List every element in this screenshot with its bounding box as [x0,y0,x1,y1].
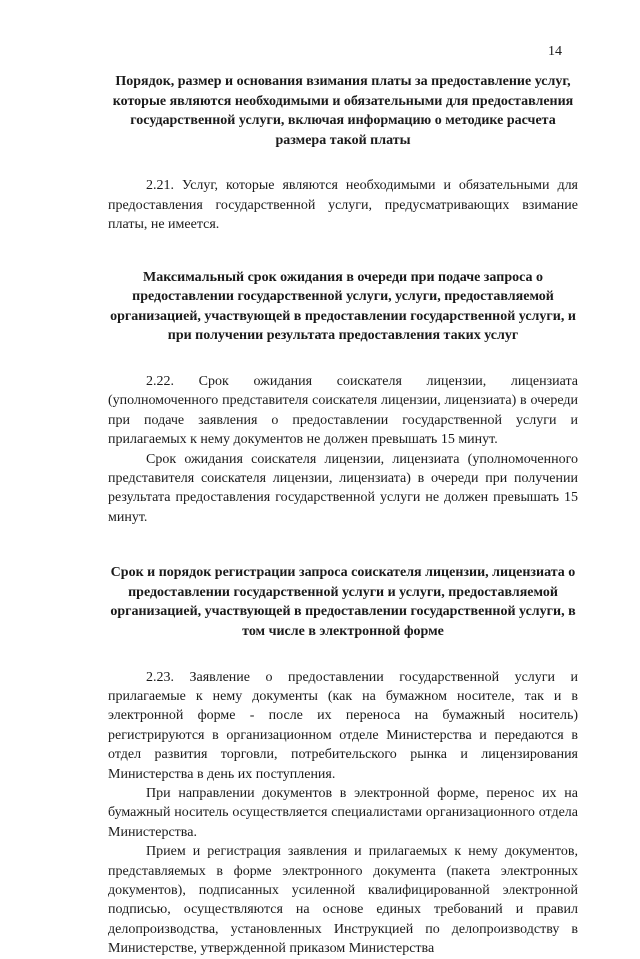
paragraph-2-23: 2.23. Заявление о предоставлении государственной услуги и прилагаемые к нему документы (как на бумажном носителе, так и в электронной форме - после их переноса на бумажный носитель) регистрируются в организационном отделе Министерства и передаются в отдел развития торговли, потребительского рынка и лицензирования Министерства в день их поступления. [108,669,578,782]
paragraph-2-22: 2.22. Срок ожидания соискателя лицензии, лицензиата (уполномоченного представителя соискателя лицензии, лицензиата) в очереди при подаче заявления о предоставлении государственной услуги и прилагаемых к нему документов не должен превышать 15 минут. [108,373,578,448]
section-heading-fee: Порядок, размер и основания взимания платы за предоставление услуг, которые являются необходимыми и обязательными для предоставления государственной услуги, включая информацию о методике расчета размера такой платы [112,74,574,148]
paragraph-electronic-registration: Прием и регистрация заявления и прилагаемых к нему документов, представляемых в форме электронного документа (пакета электронных документов), подписанных усиленной квалифицированной электронной подписью, осуществляются на основе единых требований и правил делопроизводства, установленных Инструкцией по делопроизводству в Министерстве, утвержденной приказом Министерства [108,844,578,957]
section-heading-registration: Срок и порядок регистрации запроса соискателя лицензии, лицензиата о предоставлении государственной услуги и услуги, предоставляемой организацией, участвующей в предоставлении государственной услуги, в том числе в электронной форме [110,565,576,639]
paragraph-2-21: 2.21. Услуг, которые являются необходимыми и обязательными для предоставления государственной услуги, предусматривающих взимание платы, не имеется. [108,178,578,233]
paragraph-electronic-transfer: При направлении документов в электронной форме, перенос их на бумажный носитель осуществляется специалистами организационного отдела Министерства. [108,786,578,840]
document-body [108,72,578,959]
page-number: 14 [548,44,562,59]
paragraph-2-22-continued: Срок ожидания соискателя лицензии, лицензиата (уполномоченного представителя соискателя лицензии, лицензиата) в очереди при получении результата предоставления государственной услуги не должен превышать 15 минут. [108,451,578,525]
section-heading-queue: Максимальный срок ожидания в очереди при подаче запроса о предоставлении государственной услуги, услуги, предоставляемой организацией, участвующей в предоставлении государственной услуги, и при получении результата предоставления таких услуг [110,269,576,344]
